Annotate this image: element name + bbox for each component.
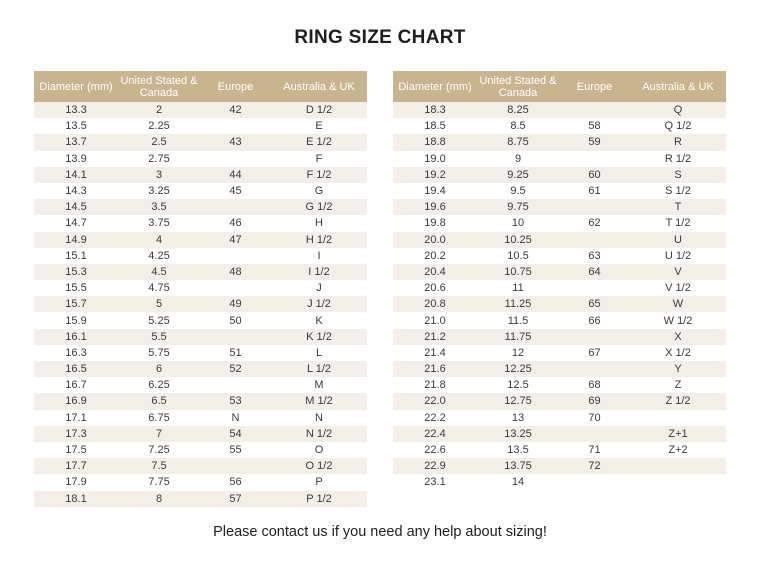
cell-australia-uk: T [630,199,726,215]
table-row [34,361,367,377]
cell-europe: 71 [559,442,630,458]
table-row [34,296,367,312]
cell-diameter: 15.5 [34,280,118,296]
cell-australia-uk: O 1/2 [271,458,367,474]
cell-australia-uk: O [271,442,367,458]
cell-australia-uk: X [630,329,726,345]
cell-europe [200,280,271,296]
cell-us-canada: 5.25 [118,312,200,328]
cell-europe: 65 [559,296,630,312]
cell-europe: 55 [200,442,271,458]
cell-diameter: 14.5 [34,199,118,215]
ring-size-table-left [34,71,367,507]
cell-europe: 58 [559,118,630,134]
cell-australia-uk: K [271,312,367,328]
column-header-europe: Europe [200,71,271,102]
table-row [393,361,726,377]
table-row [34,134,367,150]
column-header-us-canada: United Stated & Canada [477,71,559,102]
table-row [393,329,726,345]
column-header-australia-uk: Australia & UK [271,71,367,102]
table-row [393,458,726,474]
cell-europe: 48 [200,264,271,280]
table-row [393,134,726,150]
cell-diameter: 20.4 [393,264,477,280]
cell-us-canada: 5.75 [118,345,200,361]
cell-us-canada: 12.25 [477,361,559,377]
table-row [34,426,367,442]
cell-us-canada: 13 [477,410,559,426]
table-row [34,377,367,393]
table-row [393,377,726,393]
cell-australia-uk: U [630,232,726,248]
table-row [393,248,726,264]
cell-europe: 68 [559,377,630,393]
cell-europe: N [200,410,271,426]
table-row [34,167,367,183]
cell-australia-uk: G [271,183,367,199]
cell-diameter: 13.9 [34,151,118,167]
table-row [393,474,726,490]
cell-europe [559,329,630,345]
cell-europe: 43 [200,134,271,150]
cell-us-canada: 3 [118,167,200,183]
cell-australia-uk [630,474,726,490]
cell-europe: 57 [200,491,271,507]
cell-diameter: 19.4 [393,183,477,199]
table-row [34,312,367,328]
cell-europe [200,248,271,264]
cell-australia-uk: F [271,151,367,167]
cell-australia-uk: I 1/2 [271,264,367,280]
cell-europe [200,118,271,134]
column-header-diameter: Diameter (mm) [393,71,477,102]
cell-europe [559,199,630,215]
cell-australia-uk: X 1/2 [630,345,726,361]
cell-europe: 45 [200,183,271,199]
cell-europe: 72 [559,458,630,474]
cell-diameter: 13.3 [34,102,118,118]
table-row [393,410,726,426]
cell-us-canada: 6.25 [118,377,200,393]
cell-australia-uk: R [630,134,726,150]
cell-australia-uk: V [630,264,726,280]
table-row [34,410,367,426]
cell-diameter: 22.0 [393,393,477,409]
cell-diameter: 21.2 [393,329,477,345]
table-row [34,248,367,264]
cell-diameter: 20.2 [393,248,477,264]
cell-diameter: 17.9 [34,474,118,490]
cell-australia-uk: Q 1/2 [630,118,726,134]
cell-australia-uk: E [271,118,367,134]
cell-us-canada: 5 [118,296,200,312]
cell-us-canada: 3.75 [118,215,200,231]
cell-us-canada: 9.5 [477,183,559,199]
cell-europe [200,458,271,474]
cell-australia-uk: V 1/2 [630,280,726,296]
cell-us-canada: 4.25 [118,248,200,264]
cell-europe: 50 [200,312,271,328]
cell-europe: 70 [559,410,630,426]
cell-diameter: 17.1 [34,410,118,426]
cell-australia-uk: Z+2 [630,442,726,458]
cell-diameter: 17.3 [34,426,118,442]
cell-us-canada: 13.75 [477,458,559,474]
table-row [34,474,367,490]
cell-europe: 64 [559,264,630,280]
cell-australia-uk: J [271,280,367,296]
table-row [34,199,367,215]
cell-us-canada: 7 [118,426,200,442]
cell-diameter: 19.2 [393,167,477,183]
table-row [34,458,367,474]
cell-us-canada: 7.75 [118,474,200,490]
ring-size-table-right [393,71,726,491]
table-row [34,151,367,167]
cell-diameter: 18.1 [34,491,118,507]
cell-europe [200,329,271,345]
cell-us-canada: 3.25 [118,183,200,199]
cell-europe [200,199,271,215]
cell-us-canada: 8 [118,491,200,507]
cell-australia-uk: M 1/2 [271,393,367,409]
table-row [34,118,367,134]
cell-diameter: 18.5 [393,118,477,134]
cell-diameter: 14.7 [34,215,118,231]
cell-europe: 49 [200,296,271,312]
table-row [34,264,367,280]
cell-us-canada: 14 [477,474,559,490]
cell-diameter: 13.5 [34,118,118,134]
table-row [393,280,726,296]
cell-australia-uk: N [271,410,367,426]
cell-australia-uk: J 1/2 [271,296,367,312]
cell-diameter: 16.5 [34,361,118,377]
cell-europe [559,151,630,167]
cell-australia-uk: Z [630,377,726,393]
cell-us-canada: 3.5 [118,199,200,215]
cell-diameter: 22.6 [393,442,477,458]
cell-australia-uk: Y [630,361,726,377]
cell-us-canada: 12.5 [477,377,559,393]
cell-diameter: 15.3 [34,264,118,280]
cell-australia-uk: L [271,345,367,361]
cell-diameter: 15.9 [34,312,118,328]
cell-diameter: 17.5 [34,442,118,458]
cell-diameter: 21.0 [393,312,477,328]
table-row [393,215,726,231]
cell-diameter: 22.2 [393,410,477,426]
table-row [34,345,367,361]
cell-diameter: 20.0 [393,232,477,248]
cell-us-canada: 10.75 [477,264,559,280]
table-row [393,167,726,183]
cell-europe [559,426,630,442]
table-row [393,345,726,361]
table-row [393,183,726,199]
table-row [393,264,726,280]
cell-europe: 53 [200,393,271,409]
cell-us-canada: 8.5 [477,118,559,134]
cell-us-canada: 6.5 [118,393,200,409]
cell-europe: 47 [200,232,271,248]
cell-australia-uk: P [271,474,367,490]
cell-diameter: 16.1 [34,329,118,345]
cell-australia-uk: W [630,296,726,312]
cell-diameter: 22.4 [393,426,477,442]
cell-australia-uk: H 1/2 [271,232,367,248]
table-row [34,280,367,296]
cell-diameter: 17.7 [34,458,118,474]
cell-europe: 63 [559,248,630,264]
cell-us-canada: 8.75 [477,134,559,150]
cell-australia-uk: G 1/2 [271,199,367,215]
cell-us-canada: 13.5 [477,442,559,458]
cell-diameter: 21.6 [393,361,477,377]
cell-us-canada: 9.25 [477,167,559,183]
table-row [393,232,726,248]
cell-us-canada: 11.5 [477,312,559,328]
table-row [34,215,367,231]
table-row [34,183,367,199]
cell-diameter: 18.3 [393,102,477,118]
cell-diameter: 22.9 [393,458,477,474]
cell-australia-uk: W 1/2 [630,312,726,328]
help-note: Please contact us if you need any help about sizing! [213,524,547,540]
page-title: RING SIZE CHART [294,27,466,48]
cell-europe: 67 [559,345,630,361]
cell-diameter: 14.3 [34,183,118,199]
table-row [393,393,726,409]
cell-australia-uk: D 1/2 [271,102,367,118]
table-header-row [34,71,367,102]
cell-australia-uk: U 1/2 [630,248,726,264]
cell-australia-uk: S [630,167,726,183]
cell-australia-uk: L 1/2 [271,361,367,377]
table-row [34,102,367,118]
cell-diameter: 20.6 [393,280,477,296]
cell-diameter: 19.6 [393,199,477,215]
cell-australia-uk: P 1/2 [271,491,367,507]
cell-europe: 44 [200,167,271,183]
cell-us-canada: 12 [477,345,559,361]
cell-us-canada: 10 [477,215,559,231]
cell-us-canada: 6 [118,361,200,377]
cell-diameter: 15.7 [34,296,118,312]
table-row [393,312,726,328]
cell-diameter: 19.0 [393,151,477,167]
cell-australia-uk: I [271,248,367,264]
table-row [34,491,367,507]
cell-australia-uk: Z 1/2 [630,393,726,409]
table-row [393,102,726,118]
cell-australia-uk: K 1/2 [271,329,367,345]
cell-europe: 46 [200,215,271,231]
cell-europe [200,151,271,167]
cell-us-canada: 9.75 [477,199,559,215]
cell-us-canada: 4.5 [118,264,200,280]
cell-europe [559,102,630,118]
cell-australia-uk [630,458,726,474]
cell-australia-uk: R 1/2 [630,151,726,167]
cell-us-canada: 7.25 [118,442,200,458]
cell-australia-uk: Q [630,102,726,118]
cell-us-canada: 5.5 [118,329,200,345]
column-header-australia-uk: Australia & UK [630,71,726,102]
cell-us-canada: 11.25 [477,296,559,312]
column-header-europe: Europe [559,71,630,102]
cell-us-canada: 2.75 [118,151,200,167]
table-row [393,426,726,442]
table-row [34,329,367,345]
cell-europe: 54 [200,426,271,442]
cell-us-canada: 2.25 [118,118,200,134]
table-row [393,199,726,215]
cell-europe: 66 [559,312,630,328]
cell-australia-uk: M [271,377,367,393]
cell-us-canada: 6.75 [118,410,200,426]
cell-australia-uk: S 1/2 [630,183,726,199]
cell-diameter: 14.9 [34,232,118,248]
cell-diameter: 23.1 [393,474,477,490]
table-row [393,442,726,458]
cell-us-canada: 12.75 [477,393,559,409]
cell-australia-uk: Z+1 [630,426,726,442]
cell-us-canada: 4.75 [118,280,200,296]
cell-us-canada: 7.5 [118,458,200,474]
cell-europe [559,474,630,490]
table-row [34,442,367,458]
cell-diameter: 15.1 [34,248,118,264]
cell-europe: 51 [200,345,271,361]
cell-us-canada: 4 [118,232,200,248]
cell-australia-uk: T 1/2 [630,215,726,231]
cell-europe: 60 [559,167,630,183]
cell-diameter: 16.7 [34,377,118,393]
cell-us-canada: 2 [118,102,200,118]
table-row [393,118,726,134]
cell-europe [200,377,271,393]
cell-diameter: 21.8 [393,377,477,393]
cell-diameter: 16.9 [34,393,118,409]
cell-europe [559,280,630,296]
cell-diameter: 18.8 [393,134,477,150]
table-row [393,151,726,167]
cell-europe: 52 [200,361,271,377]
cell-australia-uk: E 1/2 [271,134,367,150]
cell-us-canada: 9 [477,151,559,167]
table-row [393,296,726,312]
cell-diameter: 20.8 [393,296,477,312]
cell-us-canada: 13.25 [477,426,559,442]
cell-diameter: 16.3 [34,345,118,361]
cell-europe: 69 [559,393,630,409]
cell-us-canada: 11.75 [477,329,559,345]
cell-us-canada: 2.5 [118,134,200,150]
cell-europe: 42 [200,102,271,118]
cell-europe: 56 [200,474,271,490]
cell-us-canada: 11 [477,280,559,296]
cell-europe [559,361,630,377]
column-header-diameter: Diameter (mm) [34,71,118,102]
cell-diameter: 13.7 [34,134,118,150]
cell-europe: 62 [559,215,630,231]
cell-diameter: 14.1 [34,167,118,183]
cell-australia-uk: H [271,215,367,231]
cell-australia-uk: F 1/2 [271,167,367,183]
cell-us-canada: 10.5 [477,248,559,264]
cell-australia-uk [630,410,726,426]
column-header-us-canada: United Stated & Canada [118,71,200,102]
cell-europe [559,232,630,248]
table-header-row [393,71,726,102]
cell-diameter: 19.8 [393,215,477,231]
table-row [34,393,367,409]
cell-diameter: 21.4 [393,345,477,361]
cell-europe: 59 [559,134,630,150]
cell-us-canada: 10.25 [477,232,559,248]
table-row [34,232,367,248]
cell-us-canada: 8.25 [477,102,559,118]
cell-australia-uk: N 1/2 [271,426,367,442]
cell-europe: 61 [559,183,630,199]
